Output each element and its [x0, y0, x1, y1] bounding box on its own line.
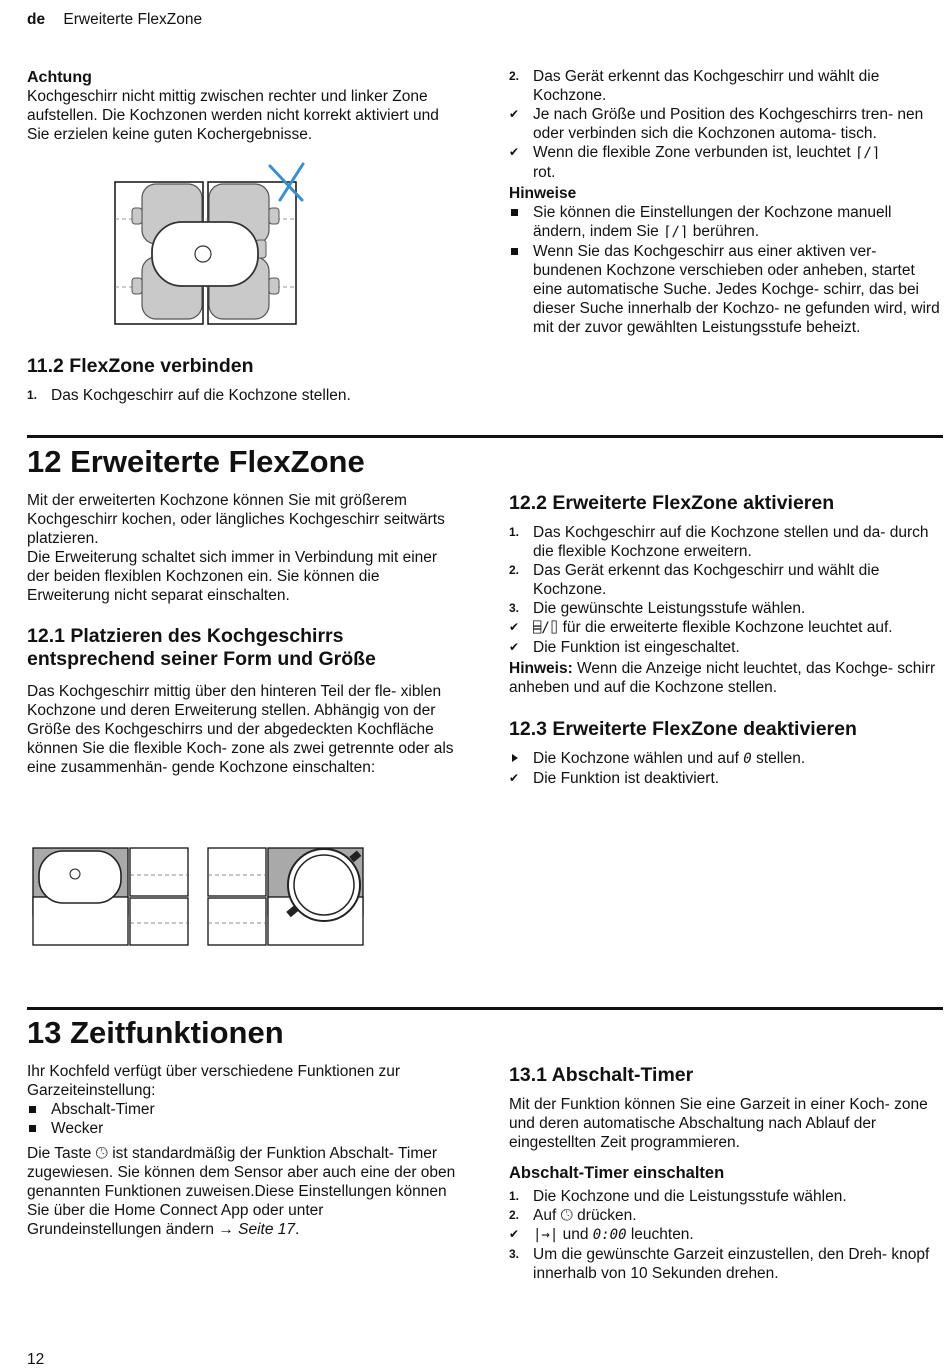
attention-title: Achtung — [27, 69, 92, 86]
list-item: Die Kochzone wählen und auf 0 stellen. — [509, 749, 943, 769]
section-13-1-text: Mit der Funktion können Sie eine Garzeit in einer Koch- zone und deren automatische Abschaltung nach Ablauf der eingestellten Zeit programmieren. — [509, 1096, 928, 1151]
check-icon: ✔ — [509, 771, 520, 785]
section-divider — [27, 435, 943, 438]
list-item: 3. Um die gewünschte Garzeit einzustellen, den Dreh- knopf innerhalb von 10 Sekunden drehen. — [509, 1246, 930, 1282]
section-11-2-continued — [509, 67, 943, 337]
list-item: Wenn Sie das Kochgeschirr aus einer aktiven ver- bundenen Kochzone verschieben oder anheben, startet eine automatische Suche. Jedes Kochge- schirr, das bei dieser Suche innerhalb der Kochzo- ne gefunden wird, wird mit der zuvor gewählten Leistungsstufe beheizt. — [509, 242, 943, 337]
clock-icon: 🕓︎ — [560, 1207, 573, 1224]
section-12-3-title: 12.3 Erweiterte FlexZone deaktivieren — [509, 718, 857, 740]
list-item: 2. Das Gerät erkennt das Kochgeschirr und wählt die Kochzone. — [509, 68, 880, 104]
list-item: 2. Auf 🕓︎ drücken. — [509, 1207, 637, 1224]
list-item: Wecker — [27, 1119, 459, 1138]
chapter-12-intro: Mit der erweiterten Kochzone können Sie mit größerem Kochgeschirr kochen, oder längliches Kochgeschirr seitwärts platzieren. — [27, 492, 445, 547]
check-icon: ✔ — [509, 1227, 520, 1241]
header-lang: de — [27, 11, 46, 28]
list-item: ✔ Die Funktion ist deaktiviert. — [509, 770, 720, 787]
check-icon: ✔ — [509, 107, 520, 121]
flexzone-icon: ⌈∕⌉ — [663, 224, 689, 240]
notes-title: Hinweise — [509, 185, 577, 202]
section-13-1-title: 13.1 Abschalt-Timer — [509, 1064, 694, 1086]
oval-pot — [39, 851, 121, 903]
list-item: 2. Das Gerät erkennt das Kochgeschirr und wählt die Kochzone. — [509, 562, 880, 598]
wrong-placement-diagram — [110, 160, 310, 330]
attention-block — [27, 68, 457, 144]
chapter-13-text: Die Taste 🕓︎ ist standardmäßig der Funktion Abschalt- Timer zugewiesen. Sie können dem Sensor aber auch eine der oben genannten Funktionen zuweisen.Diese Einstellungen können Sie über die Home Connect App oder unter Grundeinstellungen ändern → Seite 17. — [27, 1145, 456, 1238]
list-item: Abschalt-Timer — [27, 1100, 459, 1119]
header-title: Erweiterte FlexZone — [63, 11, 203, 28]
pot-lid-knob — [195, 246, 211, 262]
section-divider — [27, 1007, 943, 1010]
chapter-13-intro: Ihr Kochfeld verfügt über verschiedene Funktionen zur Garzeiteinstellung: — [27, 1063, 401, 1099]
section-12-1-title: 12.1 Platzieren des Kochgeschirrs entsprechend seiner Form und Größe — [27, 625, 376, 670]
list-item: ✔ |→| und 0:00 leuchten. — [509, 1226, 694, 1243]
zero-icon: 0 — [743, 751, 752, 767]
clock-icon: 🕓︎ — [95, 1145, 108, 1162]
timer-icon: |→| — [533, 1227, 559, 1243]
list-item: ✔ Je nach Größe und Position des Kochgeschirrs tren- nen oder verbinden sich die Kochzonen automa- tisch. — [509, 106, 924, 142]
section-12-2-title: 12.2 Erweiterte FlexZone aktivieren — [509, 492, 835, 514]
list-item: 1. Die Kochzone und die Leistungsstufe wählen. — [509, 1188, 847, 1205]
check-icon: ✔ — [509, 145, 520, 159]
list-item: ✔ Die Funktion ist eingeschaltet. — [509, 639, 740, 656]
chapter-12-title: 12 Erweiterte FlexZone — [27, 444, 365, 479]
placement-examples-diagram — [30, 845, 370, 950]
hint: Hinweis: Wenn die Anzeige nicht leuchtet, das Kochge- schirr anheben und auf die Kochzone stellen. — [509, 660, 936, 696]
check-icon: ✔ — [509, 640, 520, 654]
page-number: 12 — [27, 1351, 45, 1368]
check-icon: ✔ — [509, 620, 520, 634]
extended-zone-icon: ⌸/⌷ — [533, 620, 559, 636]
time-display-icon: 0:00 — [592, 1227, 627, 1243]
section-11-2-title: 11.2 FlexZone verbinden — [27, 355, 254, 377]
section-12-1-text: Das Kochgeschirr mittig über den hinteren Teil der fle- xiblen Kochzone und deren Erweiterung stellen. Abhängig von der Größe des Kochgeschirrs und der abgedeckten Kochfläche können Sie die flexible Koch- zone als zwei getrennte oder als eine zusammenhän- gende Kochzone einschalten: — [27, 683, 454, 776]
list-item: Sie können die Einstellungen der Kochzone manuell ändern, indem Sie ⌈∕⌉ berühren. — [509, 203, 943, 242]
list-item: 1. Das Kochgeschirr auf die Kochzone stellen. — [27, 387, 351, 404]
list-item: 3. Die gewünschte Leistungsstufe wählen. — [509, 600, 806, 617]
page-reference-link[interactable]: Seite 17 — [238, 1221, 296, 1238]
list-item: ✔ Wenn die flexible Zone verbunden ist, leuchtet ⌈∕⌉ rot. — [509, 144, 881, 181]
subsection-title: Abschalt-Timer einschalten — [509, 1164, 725, 1182]
list-item: ✔ ⌸/⌷ für die erweiterte flexible Kochzone leuchtet auf. — [509, 619, 893, 636]
flexzone-icon: ⌈∕⌉ — [854, 145, 881, 161]
chapter-13-title: 13 Zeitfunktionen — [27, 1015, 284, 1050]
attention-text: Kochgeschirr nicht mittig zwischen rechter und linker Zone aufstellen. Die Kochzonen werden nicht korrekt aktiviert und Sie erzielen keine guten Kochergebnisse. — [27, 88, 439, 143]
list-item: 1. Das Kochgeschirr auf die Kochzone stellen und da- durch die flexible Kochzone erweitern. — [509, 524, 929, 560]
arrow-icon: → — [218, 1221, 234, 1238]
chapter-12-intro: Die Erweiterung schaltet sich immer in Verbindung mit einer der beiden flexiblen Kochzonen ein. Sie können die Erweiterung nicht separat einschalten. — [27, 549, 438, 604]
